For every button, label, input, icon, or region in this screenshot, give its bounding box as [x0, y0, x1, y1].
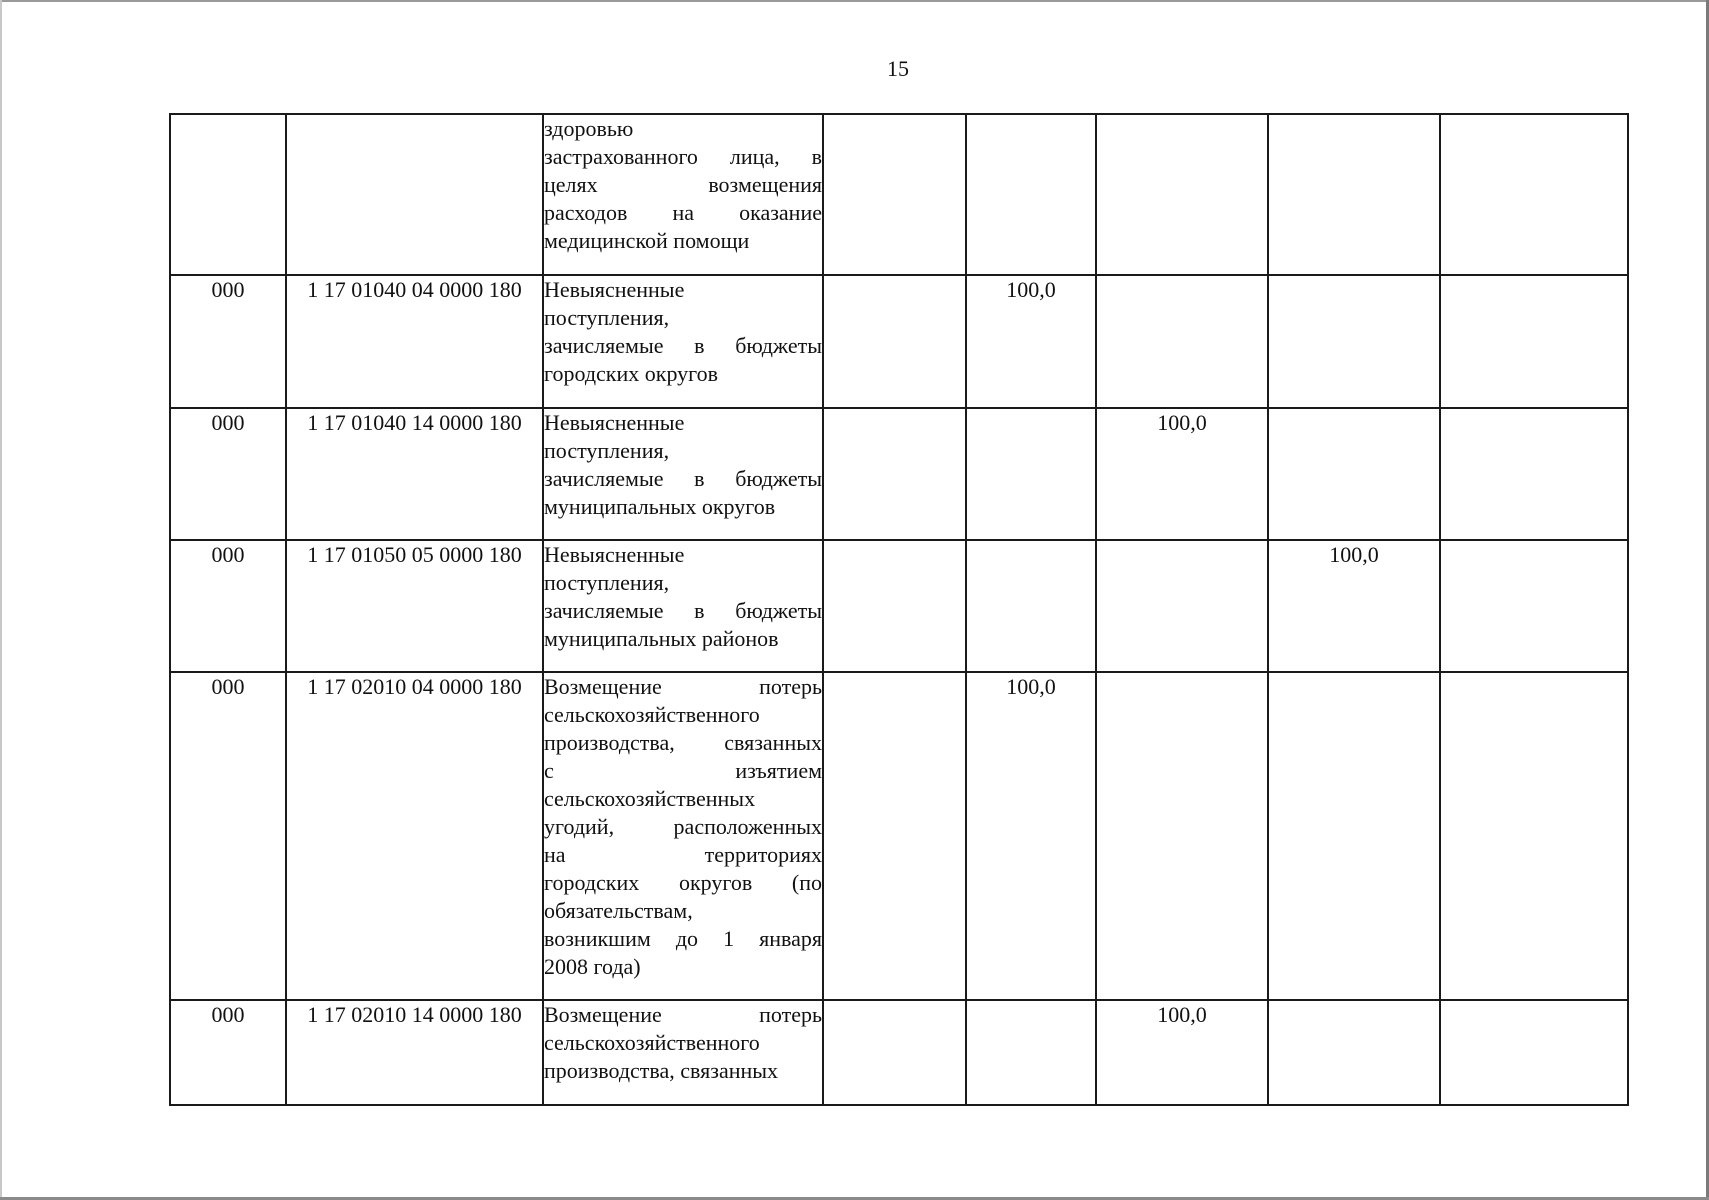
value-cell	[1096, 275, 1268, 408]
revenue-name-line: расходов на оказание	[544, 200, 822, 225]
value-cell	[823, 1000, 966, 1105]
revenue-name-line: муниципальных районов	[544, 626, 779, 651]
value-cell	[823, 408, 966, 540]
budget-code-cell: 1 17 01040 04 0000 180	[286, 275, 543, 408]
table-row	[170, 275, 1628, 408]
revenue-name-cell	[543, 275, 823, 408]
admin-code-cell: 000	[170, 275, 286, 408]
value-cell	[1440, 114, 1628, 275]
value-cell	[1440, 672, 1628, 1000]
revenue-name-line: Возмещение потерь	[544, 1002, 822, 1027]
revenue-name-line: обязательствам,	[544, 898, 693, 923]
revenue-name-line: медицинской помощи	[544, 228, 750, 253]
table-row	[170, 408, 1628, 540]
revenue-name-line: на территориях	[544, 842, 822, 867]
revenue-name-cell	[543, 1000, 823, 1105]
revenue-name-line: сельскохозяйственных	[544, 786, 756, 811]
value-cell	[966, 114, 1096, 275]
table-row	[170, 540, 1628, 672]
revenue-name-cell	[543, 672, 823, 1000]
value-cell	[1268, 114, 1440, 275]
revenue-name-line: с изъятием	[544, 758, 822, 783]
admin-code-cell: 000	[170, 672, 286, 1000]
revenue-name-line: производства, связанных	[544, 1058, 779, 1083]
value-cell	[1440, 275, 1628, 408]
page-border-left	[0, 0, 2, 1200]
value-cell	[1268, 672, 1440, 1000]
budget-revenue-table	[169, 113, 1629, 1106]
revenue-name-line: сельскохозяйственного	[544, 702, 760, 727]
revenue-name-line: муниципальных округов	[544, 494, 776, 519]
revenue-name-line: сельскохозяйственного	[544, 1030, 760, 1055]
value-cell: 100,0	[1268, 540, 1440, 672]
revenue-name-line: 2008 года)	[544, 954, 641, 979]
value-cell: 100,0	[1096, 1000, 1268, 1105]
page-border-top	[0, 0, 1709, 2]
budget-code-cell: 1 17 01050 05 0000 180	[286, 540, 543, 672]
revenue-name-line: застрахованного лица, в	[544, 144, 822, 169]
value-cell	[823, 275, 966, 408]
revenue-name-line: здоровью	[544, 116, 634, 141]
table-body	[170, 114, 1628, 1105]
revenue-name-line: поступления,	[544, 570, 670, 595]
value-cell: 100,0	[1096, 408, 1268, 540]
revenue-name-line: целях возмещения	[544, 172, 822, 197]
budget-code-cell: 1 17 02010 14 0000 180	[286, 1000, 543, 1105]
value-cell	[1096, 540, 1268, 672]
value-cell	[823, 540, 966, 672]
admin-code-cell: 000	[170, 540, 286, 672]
revenue-name-line: производства, связанных	[544, 730, 822, 755]
table-row	[170, 1000, 1628, 1105]
value-cell: 100,0	[966, 275, 1096, 408]
value-cell	[1268, 275, 1440, 408]
value-cell	[1440, 408, 1628, 540]
value-cell	[966, 540, 1096, 672]
revenue-name-line: Невыясненные	[544, 410, 685, 435]
admin-code-cell	[170, 114, 286, 275]
table-row	[170, 114, 1628, 275]
revenue-name-line: зачисляемые в бюджеты	[544, 333, 822, 358]
admin-code-cell: 000	[170, 408, 286, 540]
revenue-name-cell	[543, 114, 823, 275]
value-cell	[823, 114, 966, 275]
revenue-name-line: поступления,	[544, 438, 670, 463]
revenue-name-line: Невыясненные	[544, 542, 685, 567]
revenue-name-cell	[543, 408, 823, 540]
value-cell	[1268, 408, 1440, 540]
value-cell	[966, 1000, 1096, 1105]
revenue-name-line: Невыясненные	[544, 277, 685, 302]
page-number: 15	[887, 56, 909, 81]
value-cell: 100,0	[966, 672, 1096, 1000]
value-cell	[1440, 540, 1628, 672]
revenue-name-line: возникшим до 1 января	[544, 926, 822, 951]
revenue-name-line: зачисляемые в бюджеты	[544, 466, 822, 491]
value-cell	[1096, 672, 1268, 1000]
revenue-name-line: зачисляемые в бюджеты	[544, 598, 822, 623]
revenue-name-line: поступления,	[544, 305, 670, 330]
revenue-name-line: городских округов	[544, 361, 719, 386]
budget-code-cell	[286, 114, 543, 275]
value-cell	[1440, 1000, 1628, 1105]
value-cell	[823, 672, 966, 1000]
value-cell	[1268, 1000, 1440, 1105]
value-cell	[966, 408, 1096, 540]
budget-code-cell: 1 17 02010 04 0000 180	[286, 672, 543, 1000]
revenue-name-cell	[543, 540, 823, 672]
budget-code-cell: 1 17 01040 14 0000 180	[286, 408, 543, 540]
admin-code-cell: 000	[170, 1000, 286, 1105]
revenue-name-line: Возмещение потерь	[544, 674, 822, 699]
revenue-name-line: городских округов (по	[544, 870, 822, 895]
table-row	[170, 672, 1628, 1000]
revenue-name-line: угодий, расположенных	[544, 814, 822, 839]
value-cell	[1096, 114, 1268, 275]
